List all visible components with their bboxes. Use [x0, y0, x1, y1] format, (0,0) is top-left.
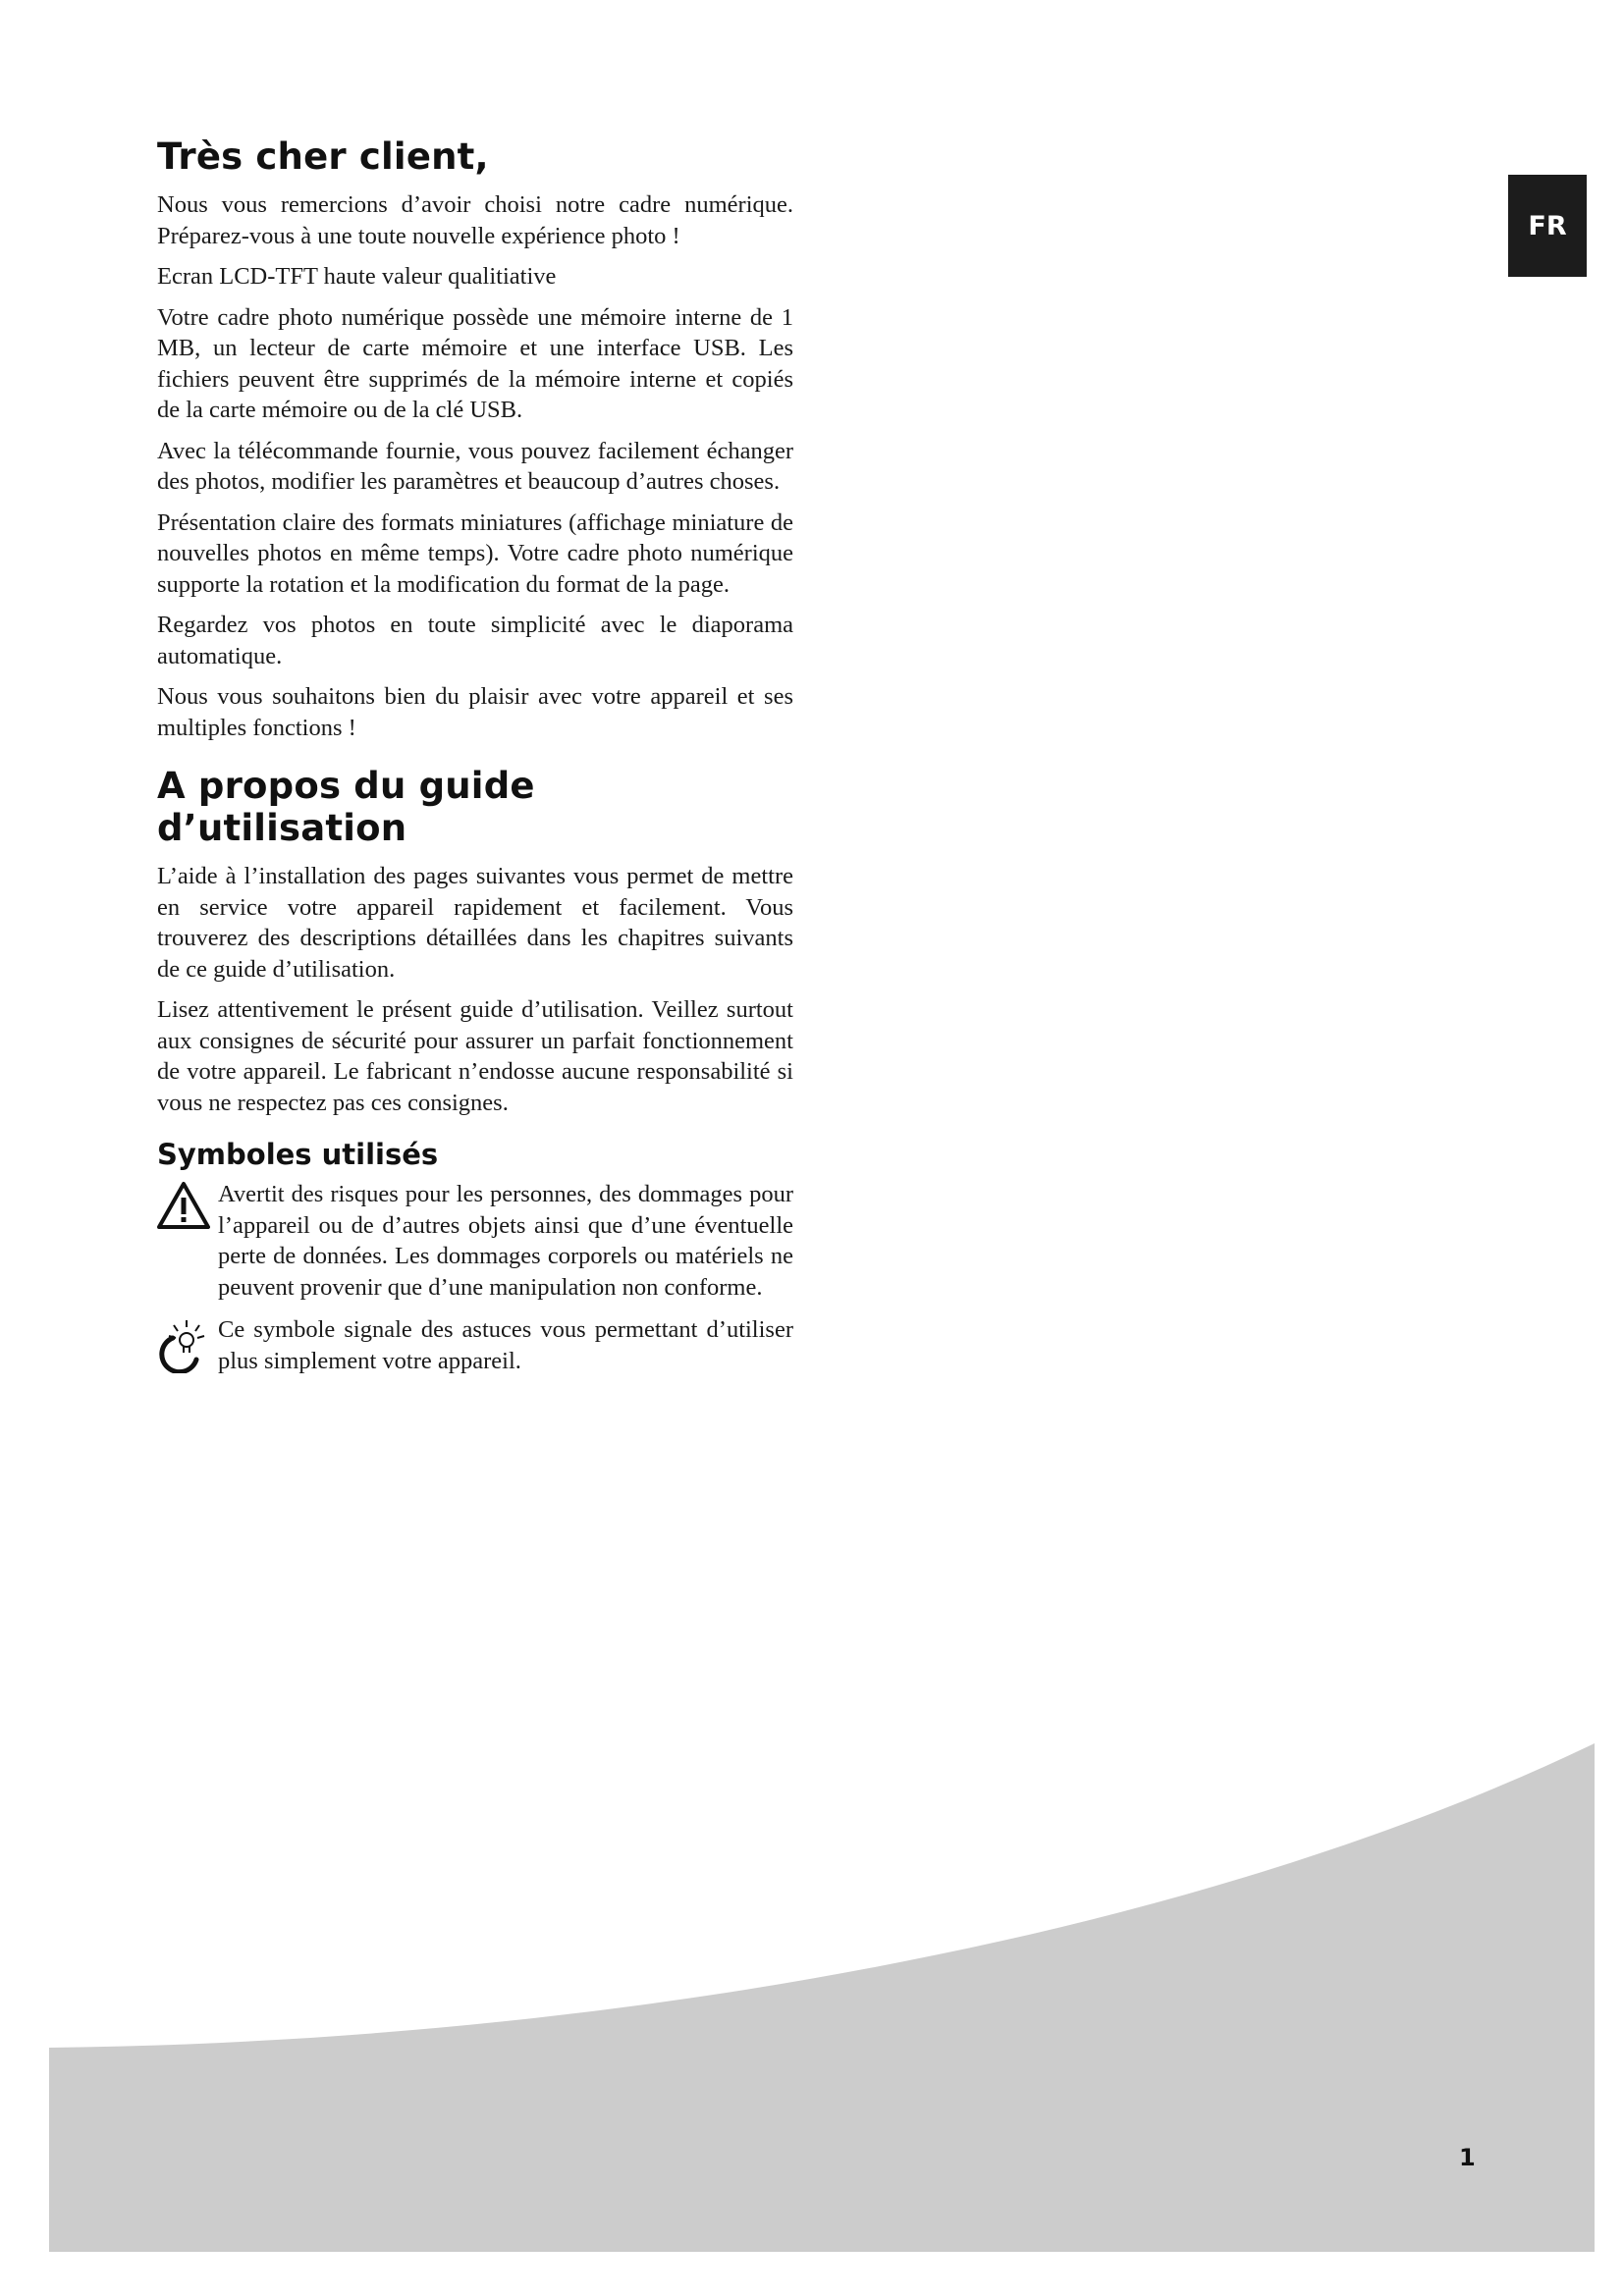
paragraph: Nous vous souhaitons bien du plaisir avec votre appareil et ses multiples fonctions !: [157, 683, 793, 741]
section-title-symbols: Symboles utilisés: [157, 1138, 439, 1171]
main-content: [157, 135, 793, 1390]
tip-lightbulb-icon: [157, 1314, 218, 1378]
paragraph: Lisez attentivement le présent guide d’utilisation. Veillez surtout aux consignes de sécurité pour assurer un parfait fonctionnement de votre appareil. Le fabricant n’endosse aucune responsabilité si vous ne respectez pas ces consignes.: [157, 996, 793, 1116]
paragraph: Présentation claire des formats miniatures (affichage miniature de nouvelles photos en même temps). Votre cadre photo numérique supporte la rotation et la modification du format de la page.: [157, 508, 793, 598]
symbol-warning: [157, 1179, 793, 1303]
paragraph: Avec la télécommande fournie, vous pouvez facilement échanger des photos, modifier les paramètres et beaucoup d’autres choses.: [157, 437, 793, 495]
symbol-warning-text: Avertit des risques pour les personnes, des dommages pour l’appareil ou de d’autres objets ainsi que d’une éventuelle perte de données. Les dommages corporels ou matériels ne peuvent provenir que d’une manipulation non conforme.: [218, 1181, 793, 1301]
section-title-guide: A propos du guide d’utilisation: [157, 765, 535, 849]
paragraph: Ecran LCD-TFT haute valeur qualitiative: [157, 263, 557, 290]
section-title-welcome: Très cher client,: [157, 135, 489, 178]
symbol-tip-text: Ce symbole signale des astuces vous permettant d’utiliser plus simplement votre appareil.: [218, 1316, 793, 1374]
page-number: 1: [1459, 2144, 1476, 2171]
paragraph: L’aide à l’installation des pages suivantes vous permet de mettre en service votre appareil rapidement et facilement. Vous trouverez des descriptions détaillées dans les chapitres suivants de ce guide d’utilisation.: [157, 863, 793, 983]
paragraph: Nous vous remercions d’avoir choisi notre cadre numérique. Préparez-vous à une toute nouvelle expérience photo !: [157, 191, 793, 249]
paragraph: Regardez vos photos en toute simplicité avec le diaporama automatique.: [157, 612, 793, 669]
warning-triangle-icon: [157, 1179, 218, 1235]
language-tab: FR: [1508, 175, 1587, 277]
symbol-tip: [157, 1314, 793, 1378]
paragraph: Votre cadre photo numérique possède une mémoire interne de 1 MB, un lecteur de carte mémoire et une interface USB. Les fichiers peuvent être supprimés de la mémoire interne et copiés de la carte mémoire ou de la clé USB.: [157, 303, 793, 423]
